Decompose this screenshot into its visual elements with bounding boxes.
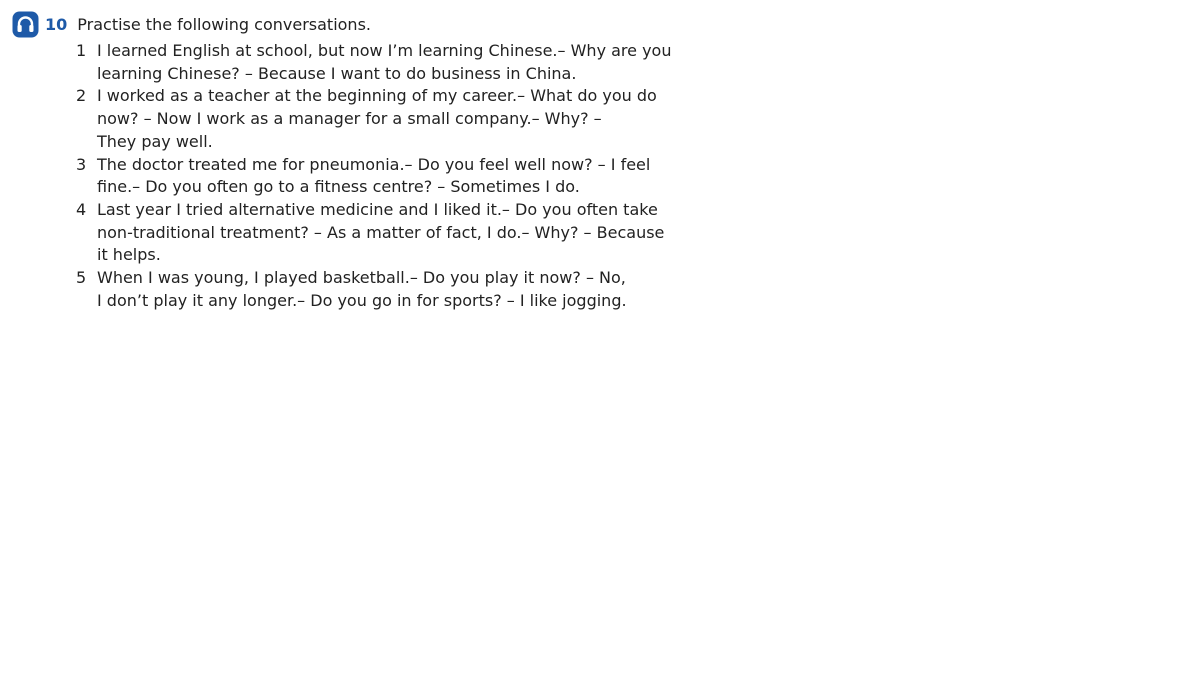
exercise-instruction: Practise the following conversations. <box>77 15 371 34</box>
item-text <box>97 199 677 267</box>
item-line: I don’t play it any longer.– Do you go in for sports? – I like jogging. <box>97 290 627 310</box>
list-item <box>72 85 712 153</box>
item-line: They pay well. <box>97 131 213 151</box>
headphones-icon[interactable] <box>12 11 39 38</box>
item-line: I learned English at school, but now I’m learning Chinese.– Why are you <box>97 41 672 60</box>
item-text <box>97 154 677 199</box>
item-number: 4 <box>76 199 87 219</box>
item-line: The doctor treated me for pneumonia.– Do you feel well now? – I feel <box>97 154 651 174</box>
list-item <box>72 199 712 267</box>
item-line: learning Chinese? – Because I want to do business in China. <box>97 63 577 83</box>
item-number: 2 <box>76 86 87 106</box>
list-item <box>72 154 712 199</box>
item-line: Last year I tried alternative medicine and I liked it.– Do you often take <box>97 199 658 219</box>
item-number: 1 <box>76 41 87 60</box>
exercise-header <box>12 11 371 38</box>
item-number: 3 <box>76 154 87 174</box>
item-line: it helps. <box>97 245 161 265</box>
item-text <box>97 267 677 312</box>
item-line: When I was young, I played basketball.– Do you play it now? – No, <box>97 268 626 288</box>
exercise-number: 10 <box>45 15 68 34</box>
list-item <box>72 267 712 312</box>
item-line: I worked as a teacher at the beginning of my career.– What do you do <box>97 86 657 106</box>
item-number: 5 <box>76 268 87 288</box>
item-text <box>97 40 677 85</box>
item-line: fine.– Do you often go to a fitness centre? – Sometimes I do. <box>97 177 580 197</box>
list-item <box>72 40 712 85</box>
item-text <box>97 85 677 153</box>
item-line: now? – Now I work as a manager for a small company.– Why? – <box>97 109 602 129</box>
conversation-list <box>72 40 712 312</box>
item-line: non-traditional treatment? – As a matter of fact, I do.– Why? – Because <box>97 222 665 242</box>
